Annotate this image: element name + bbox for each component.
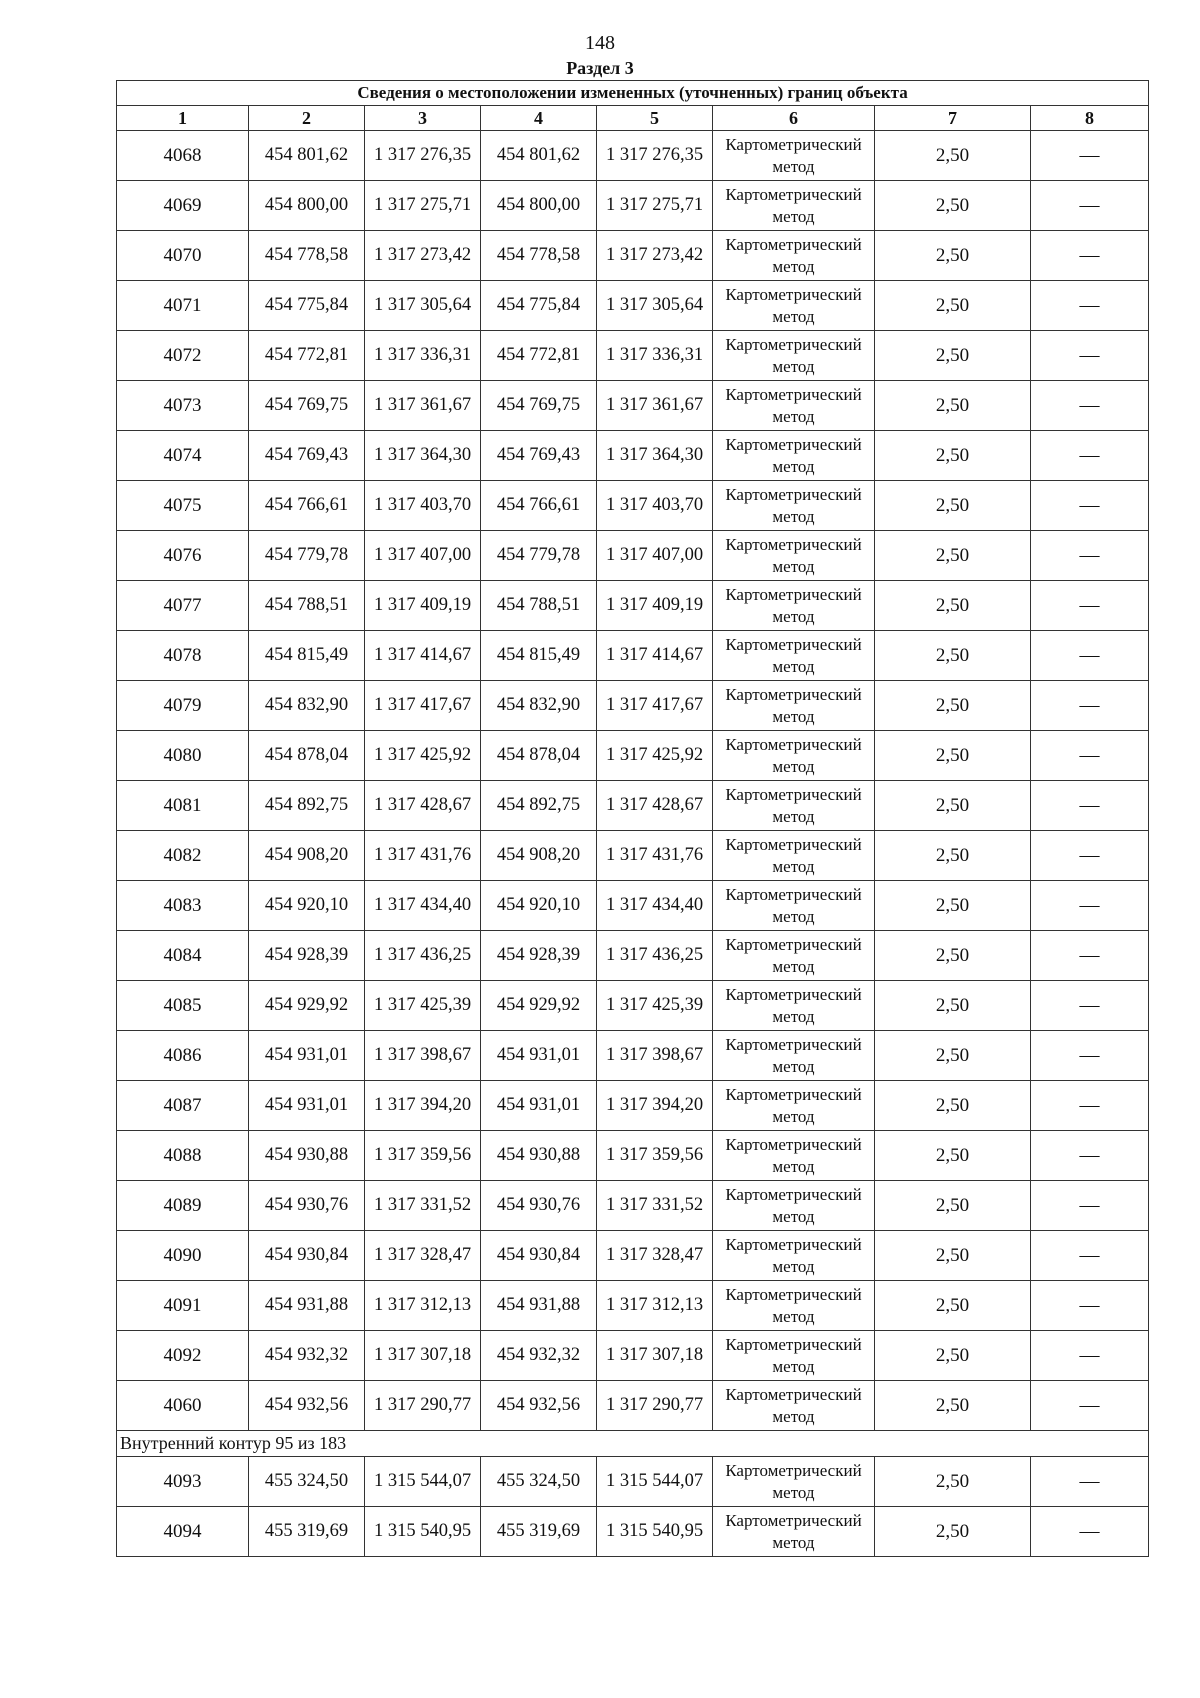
- cell-accuracy: 2,50: [875, 981, 1031, 1031]
- cell-x-old: 454 930,88: [249, 1131, 365, 1181]
- section-heading: Раздел 3: [566, 58, 634, 78]
- cell-x-old: 454 892,75: [249, 781, 365, 831]
- table-row: [117, 1331, 1149, 1381]
- cell-x-old: 454 769,75: [249, 381, 365, 431]
- table-row: [117, 681, 1149, 731]
- column-header-8: 8: [1031, 106, 1149, 131]
- table-row: [117, 831, 1149, 881]
- cell-x-new: 454 769,43: [481, 431, 597, 481]
- table-row: [117, 931, 1149, 981]
- cell-x-new: 454 931,01: [481, 1031, 597, 1081]
- cell-y-new: 1 317 436,25: [597, 931, 713, 981]
- cell-note: —: [1031, 1507, 1149, 1557]
- cell-x-new: 454 788,51: [481, 581, 597, 631]
- table-row: [117, 881, 1149, 931]
- cell-note: —: [1031, 1231, 1149, 1281]
- cell-point-id: 4077: [117, 581, 249, 631]
- cell-x-new: 454 832,90: [481, 681, 597, 731]
- cell-method: Картометрический метод: [713, 1507, 875, 1557]
- cell-accuracy: 2,50: [875, 1457, 1031, 1507]
- cell-y-old: 1 315 544,07: [365, 1457, 481, 1507]
- contour-section-label: Внутренний контур 95 из 183: [117, 1431, 1149, 1457]
- cell-x-new: 454 779,78: [481, 531, 597, 581]
- cell-y-new: 1 317 398,67: [597, 1031, 713, 1081]
- cell-x-new: 454 878,04: [481, 731, 597, 781]
- cell-note: —: [1031, 231, 1149, 281]
- cell-y-new: 1 317 403,70: [597, 481, 713, 531]
- cell-y-old: 1 317 273,42: [365, 231, 481, 281]
- cell-note: —: [1031, 1457, 1149, 1507]
- cell-point-id: 4090: [117, 1231, 249, 1281]
- cell-method: Картометрический метод: [713, 331, 875, 381]
- cell-method: Картометрический метод: [713, 1457, 875, 1507]
- cell-y-old: 1 317 417,67: [365, 681, 481, 731]
- cell-point-id: 4087: [117, 1081, 249, 1131]
- cell-note: —: [1031, 681, 1149, 731]
- cell-y-old: 1 317 361,67: [365, 381, 481, 431]
- cell-y-new: 1 317 361,67: [597, 381, 713, 431]
- cell-x-new: 454 930,84: [481, 1231, 597, 1281]
- table-row: [117, 1031, 1149, 1081]
- cell-y-new: 1 317 276,35: [597, 131, 713, 181]
- cell-y-old: 1 317 307,18: [365, 1331, 481, 1381]
- cell-y-new: 1 317 364,30: [597, 431, 713, 481]
- cell-accuracy: 2,50: [875, 681, 1031, 731]
- cell-x-old: 455 324,50: [249, 1457, 365, 1507]
- cell-note: —: [1031, 1331, 1149, 1381]
- cell-method: Картометрический метод: [713, 681, 875, 731]
- cell-accuracy: 2,50: [875, 481, 1031, 531]
- cell-y-new: 1 317 425,39: [597, 981, 713, 1031]
- cell-y-new: 1 317 359,56: [597, 1131, 713, 1181]
- cell-method: Картометрический метод: [713, 1331, 875, 1381]
- cell-x-new: 454 932,32: [481, 1331, 597, 1381]
- cell-method: Картометрический метод: [713, 831, 875, 881]
- cell-x-old: 454 931,01: [249, 1031, 365, 1081]
- cell-accuracy: 2,50: [875, 131, 1031, 181]
- cell-x-new: 454 778,58: [481, 231, 597, 281]
- cell-x-new: 454 769,75: [481, 381, 597, 431]
- cell-accuracy: 2,50: [875, 281, 1031, 331]
- cell-accuracy: 2,50: [875, 331, 1031, 381]
- boundary-coordinates-table: [116, 80, 1149, 1557]
- cell-x-new: 454 815,49: [481, 631, 597, 681]
- cell-method: Картометрический метод: [713, 781, 875, 831]
- cell-y-old: 1 317 414,67: [365, 631, 481, 681]
- cell-x-old: 454 832,90: [249, 681, 365, 731]
- cell-accuracy: 2,50: [875, 731, 1031, 781]
- cell-accuracy: 2,50: [875, 1131, 1031, 1181]
- cell-point-id: 4081: [117, 781, 249, 831]
- cell-y-old: 1 317 407,00: [365, 531, 481, 581]
- cell-point-id: 4074: [117, 431, 249, 481]
- cell-accuracy: 2,50: [875, 1331, 1031, 1381]
- cell-y-old: 1 317 409,19: [365, 581, 481, 631]
- cell-y-new: 1 315 544,07: [597, 1457, 713, 1507]
- table-row: [117, 531, 1149, 581]
- cell-accuracy: 2,50: [875, 931, 1031, 981]
- cell-y-new: 1 317 414,67: [597, 631, 713, 681]
- cell-y-new: 1 317 428,67: [597, 781, 713, 831]
- cell-method: Картометрический метод: [713, 1131, 875, 1181]
- cell-method: Картометрический метод: [713, 731, 875, 781]
- cell-y-old: 1 317 436,25: [365, 931, 481, 981]
- cell-point-id: 4086: [117, 1031, 249, 1081]
- cell-method: Картометрический метод: [713, 431, 875, 481]
- cell-y-new: 1 317 273,42: [597, 231, 713, 281]
- cell-accuracy: 2,50: [875, 1381, 1031, 1431]
- cell-note: —: [1031, 431, 1149, 481]
- cell-y-new: 1 317 417,67: [597, 681, 713, 731]
- cell-x-new: 455 319,69: [481, 1507, 597, 1557]
- table-row: [117, 981, 1149, 1031]
- cell-note: —: [1031, 1181, 1149, 1231]
- cell-y-old: 1 317 425,92: [365, 731, 481, 781]
- cell-method: Картометрический метод: [713, 931, 875, 981]
- cell-note: —: [1031, 1381, 1149, 1431]
- cell-note: —: [1031, 581, 1149, 631]
- cell-x-old: 454 928,39: [249, 931, 365, 981]
- cell-x-old: 454 801,62: [249, 131, 365, 181]
- cell-y-old: 1 317 398,67: [365, 1031, 481, 1081]
- cell-note: —: [1031, 981, 1149, 1031]
- cell-note: —: [1031, 781, 1149, 831]
- table-row: [117, 331, 1149, 381]
- cell-point-id: 4083: [117, 881, 249, 931]
- column-header-4: 4: [481, 106, 597, 131]
- cell-note: —: [1031, 931, 1149, 981]
- cell-accuracy: 2,50: [875, 1507, 1031, 1557]
- cell-method: Картометрический метод: [713, 131, 875, 181]
- cell-point-id: 4072: [117, 331, 249, 381]
- cell-y-old: 1 317 305,64: [365, 281, 481, 331]
- cell-point-id: 4068: [117, 131, 249, 181]
- cell-x-new: 454 928,39: [481, 931, 597, 981]
- cell-point-id: 4093: [117, 1457, 249, 1507]
- cell-x-old: 454 815,49: [249, 631, 365, 681]
- cell-note: —: [1031, 731, 1149, 781]
- cell-x-old: 454 778,58: [249, 231, 365, 281]
- cell-y-old: 1 317 434,40: [365, 881, 481, 931]
- cell-y-old: 1 317 290,77: [365, 1381, 481, 1431]
- cell-y-new: 1 317 312,13: [597, 1281, 713, 1331]
- cell-method: Картометрический метод: [713, 531, 875, 581]
- cell-y-old: 1 317 275,71: [365, 181, 481, 231]
- column-header-1: 1: [117, 106, 249, 131]
- table-title-row: [117, 81, 1149, 106]
- cell-method: Картометрический метод: [713, 381, 875, 431]
- cell-y-new: 1 317 425,92: [597, 731, 713, 781]
- cell-method: Картометрический метод: [713, 1081, 875, 1131]
- table-row: [117, 631, 1149, 681]
- cell-point-id: 4085: [117, 981, 249, 1031]
- cell-point-id: 4060: [117, 1381, 249, 1431]
- cell-x-new: 454 775,84: [481, 281, 597, 331]
- cell-y-new: 1 317 305,64: [597, 281, 713, 331]
- table-row: [117, 731, 1149, 781]
- cell-method: Картометрический метод: [713, 1381, 875, 1431]
- cell-y-new: 1 317 409,19: [597, 581, 713, 631]
- cell-x-old: 454 775,84: [249, 281, 365, 331]
- cell-accuracy: 2,50: [875, 1281, 1031, 1331]
- cell-accuracy: 2,50: [875, 381, 1031, 431]
- cell-x-new: 454 930,88: [481, 1131, 597, 1181]
- cell-y-new: 1 315 540,95: [597, 1507, 713, 1557]
- table-row: [117, 281, 1149, 331]
- cell-note: —: [1031, 481, 1149, 531]
- cell-x-old: 454 769,43: [249, 431, 365, 481]
- table-row: [117, 131, 1149, 181]
- cell-x-old: 455 319,69: [249, 1507, 365, 1557]
- cell-y-old: 1 317 359,56: [365, 1131, 481, 1181]
- cell-accuracy: 2,50: [875, 1181, 1031, 1231]
- cell-x-new: 454 766,61: [481, 481, 597, 531]
- cell-note: —: [1031, 281, 1149, 331]
- cell-y-new: 1 317 336,31: [597, 331, 713, 381]
- cell-method: Картометрический метод: [713, 1281, 875, 1331]
- cell-point-id: 4091: [117, 1281, 249, 1331]
- cell-note: —: [1031, 1081, 1149, 1131]
- cell-method: Картометрический метод: [713, 281, 875, 331]
- cell-method: Картометрический метод: [713, 881, 875, 931]
- cell-y-old: 1 317 403,70: [365, 481, 481, 531]
- cell-method: Картометрический метод: [713, 231, 875, 281]
- cell-x-new: 454 920,10: [481, 881, 597, 931]
- cell-note: —: [1031, 531, 1149, 581]
- cell-y-new: 1 317 328,47: [597, 1231, 713, 1281]
- cell-y-old: 1 317 428,67: [365, 781, 481, 831]
- cell-y-new: 1 317 394,20: [597, 1081, 713, 1131]
- cell-y-old: 1 317 431,76: [365, 831, 481, 881]
- cell-accuracy: 2,50: [875, 581, 1031, 631]
- cell-method: Картометрический метод: [713, 981, 875, 1031]
- cell-point-id: 4076: [117, 531, 249, 581]
- column-header-2: 2: [249, 106, 365, 131]
- cell-method: Картометрический метод: [713, 1181, 875, 1231]
- cell-point-id: 4078: [117, 631, 249, 681]
- cell-x-old: 454 929,92: [249, 981, 365, 1031]
- cell-point-id: 4071: [117, 281, 249, 331]
- table-row: [117, 1507, 1149, 1557]
- cell-point-id: 4070: [117, 231, 249, 281]
- cell-point-id: 4084: [117, 931, 249, 981]
- cell-method: Картометрический метод: [713, 581, 875, 631]
- cell-y-new: 1 317 331,52: [597, 1181, 713, 1231]
- cell-y-old: 1 315 540,95: [365, 1507, 481, 1557]
- column-header-5: 5: [597, 106, 713, 131]
- cell-y-old: 1 317 331,52: [365, 1181, 481, 1231]
- cell-note: —: [1031, 131, 1149, 181]
- table-row: [117, 1231, 1149, 1281]
- cell-x-old: 454 788,51: [249, 581, 365, 631]
- cell-x-new: 454 908,20: [481, 831, 597, 881]
- cell-y-old: 1 317 276,35: [365, 131, 481, 181]
- cell-method: Картометрический метод: [713, 631, 875, 681]
- table-row: [117, 781, 1149, 831]
- cell-point-id: 4069: [117, 181, 249, 231]
- cell-x-new: 454 801,62: [481, 131, 597, 181]
- cell-y-new: 1 317 275,71: [597, 181, 713, 231]
- cell-note: —: [1031, 1281, 1149, 1331]
- cell-y-old: 1 317 312,13: [365, 1281, 481, 1331]
- cell-x-new: 454 892,75: [481, 781, 597, 831]
- cell-method: Картометрический метод: [713, 181, 875, 231]
- cell-accuracy: 2,50: [875, 231, 1031, 281]
- cell-point-id: 4075: [117, 481, 249, 531]
- table-row: [117, 181, 1149, 231]
- cell-x-new: 454 800,00: [481, 181, 597, 231]
- cell-note: —: [1031, 631, 1149, 681]
- table-row: [117, 1281, 1149, 1331]
- cell-accuracy: 2,50: [875, 631, 1031, 681]
- cell-x-old: 454 908,20: [249, 831, 365, 881]
- cell-accuracy: 2,50: [875, 181, 1031, 231]
- table-row: [117, 1381, 1149, 1431]
- table-row: [117, 1131, 1149, 1181]
- cell-x-old: 454 930,76: [249, 1181, 365, 1231]
- table-row: [117, 1457, 1149, 1507]
- cell-y-new: 1 317 407,00: [597, 531, 713, 581]
- cell-point-id: 4073: [117, 381, 249, 431]
- cell-point-id: 4082: [117, 831, 249, 881]
- cell-note: —: [1031, 381, 1149, 431]
- cell-point-id: 4094: [117, 1507, 249, 1557]
- cell-x-old: 454 930,84: [249, 1231, 365, 1281]
- cell-accuracy: 2,50: [875, 1231, 1031, 1281]
- cell-y-new: 1 317 290,77: [597, 1381, 713, 1431]
- column-header-3: 3: [365, 106, 481, 131]
- column-header-6: 6: [713, 106, 875, 131]
- cell-point-id: 4089: [117, 1181, 249, 1231]
- table-title: Сведения о местоположении измененных (уточненных) границ объекта: [117, 81, 1149, 106]
- cell-x-old: 454 800,00: [249, 181, 365, 231]
- cell-x-old: 454 932,32: [249, 1331, 365, 1381]
- cell-note: —: [1031, 1131, 1149, 1181]
- table-row: [117, 581, 1149, 631]
- column-header-row: [117, 106, 1149, 131]
- cell-x-new: 454 929,92: [481, 981, 597, 1031]
- cell-x-new: 454 772,81: [481, 331, 597, 381]
- page-number: 148: [585, 32, 615, 54]
- cell-x-old: 454 766,61: [249, 481, 365, 531]
- cell-accuracy: 2,50: [875, 431, 1031, 481]
- cell-method: Картометрический метод: [713, 481, 875, 531]
- table-row: [117, 1181, 1149, 1231]
- cell-y-old: 1 317 328,47: [365, 1231, 481, 1281]
- cell-x-old: 454 779,78: [249, 531, 365, 581]
- cell-accuracy: 2,50: [875, 531, 1031, 581]
- table-row: [117, 231, 1149, 281]
- cell-note: —: [1031, 881, 1149, 931]
- cell-method: Картометрический метод: [713, 1231, 875, 1281]
- cell-y-old: 1 317 364,30: [365, 431, 481, 481]
- cell-x-old: 454 931,01: [249, 1081, 365, 1131]
- cell-y-old: 1 317 394,20: [365, 1081, 481, 1131]
- cell-point-id: 4079: [117, 681, 249, 731]
- cell-method: Картометрический метод: [713, 1031, 875, 1081]
- table-row: [117, 1081, 1149, 1131]
- cell-y-new: 1 317 431,76: [597, 831, 713, 881]
- table-row: [117, 481, 1149, 531]
- cell-y-old: 1 317 336,31: [365, 331, 481, 381]
- cell-x-old: 454 920,10: [249, 881, 365, 931]
- cell-x-old: 454 932,56: [249, 1381, 365, 1431]
- cell-x-old: 454 931,88: [249, 1281, 365, 1331]
- cell-y-new: 1 317 434,40: [597, 881, 713, 931]
- cell-note: —: [1031, 331, 1149, 381]
- cell-x-new: 454 931,88: [481, 1281, 597, 1331]
- contour-section-row: [117, 1431, 1149, 1457]
- cell-x-new: 454 931,01: [481, 1081, 597, 1131]
- cell-note: —: [1031, 181, 1149, 231]
- table-row: [117, 431, 1149, 481]
- cell-x-old: 454 878,04: [249, 731, 365, 781]
- column-header-7: 7: [875, 106, 1031, 131]
- cell-point-id: 4092: [117, 1331, 249, 1381]
- cell-x-new: 454 932,56: [481, 1381, 597, 1431]
- cell-y-new: 1 317 307,18: [597, 1331, 713, 1381]
- cell-accuracy: 2,50: [875, 881, 1031, 931]
- cell-note: —: [1031, 831, 1149, 881]
- table-row: [117, 381, 1149, 431]
- cell-point-id: 4088: [117, 1131, 249, 1181]
- cell-point-id: 4080: [117, 731, 249, 781]
- cell-note: —: [1031, 1031, 1149, 1081]
- cell-accuracy: 2,50: [875, 831, 1031, 881]
- cell-y-old: 1 317 425,39: [365, 981, 481, 1031]
- cell-x-old: 454 772,81: [249, 331, 365, 381]
- cell-x-new: 454 930,76: [481, 1181, 597, 1231]
- cell-x-new: 455 324,50: [481, 1457, 597, 1507]
- cell-accuracy: 2,50: [875, 1031, 1031, 1081]
- cell-accuracy: 2,50: [875, 1081, 1031, 1131]
- cell-accuracy: 2,50: [875, 781, 1031, 831]
